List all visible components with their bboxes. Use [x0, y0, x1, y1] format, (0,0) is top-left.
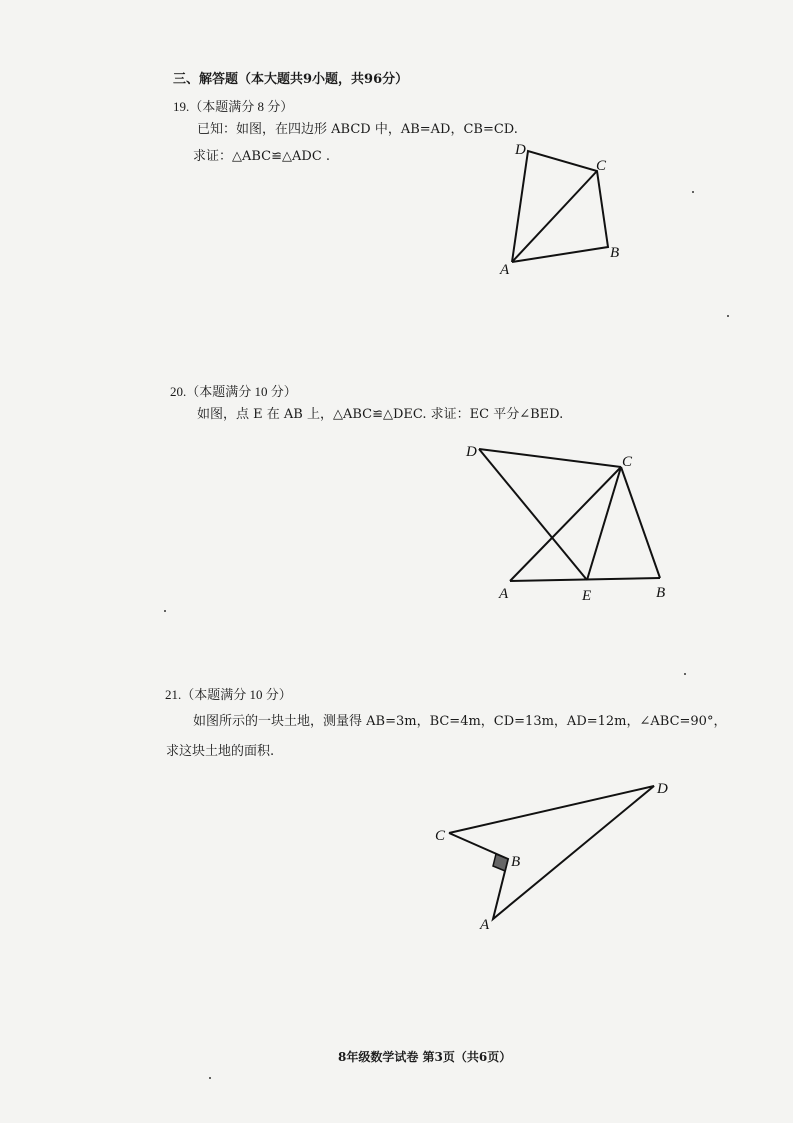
- q21-text-line1: 如图所示的一块土地，测量得 AB=3m，BC=4m，CD=13m，AD=12m，∠ABC=90°，: [193, 714, 727, 729]
- q20-seg-bc: [621, 467, 660, 578]
- scan-speck: [164, 610, 166, 612]
- q21-label-b: B: [511, 854, 521, 870]
- q21-label-d: D: [657, 781, 668, 797]
- q20-seg-de: [479, 449, 587, 580]
- figure-q20: [479, 449, 660, 581]
- q19-label-b: B: [610, 245, 620, 261]
- q19-prove: 求证：△ABC≌△ADC .: [193, 149, 331, 164]
- q20-label-d: D: [466, 444, 477, 460]
- q21-text-line2: 求这块土地的面积.: [166, 744, 275, 759]
- section-heading: 三、解答题（本大题共9小题，共96分）: [173, 72, 409, 87]
- scan-speck: [209, 1077, 211, 1079]
- scan-speck: [727, 315, 729, 317]
- q20-label-a: A: [499, 586, 509, 602]
- q19-label-c: C: [596, 158, 607, 174]
- q20-text: 如图，点 E 在 AB 上，△ABC≌△DEC. 求证：EC 平分∠BED.: [197, 407, 564, 422]
- q20-label-c: C: [622, 454, 633, 470]
- scan-speck: [684, 673, 686, 675]
- q20-label-e: E: [582, 588, 592, 604]
- q19-given: 已知：如图，在四边形 ABCD 中，AB=AD，CB=CD.: [197, 122, 518, 137]
- q21-label-c: C: [435, 828, 446, 844]
- q21-number: 21.（本题满分 10 分）: [165, 687, 292, 702]
- q19-number: 19.（本题满分 8 分）: [173, 99, 294, 114]
- q20-number: 20.（本题满分 10 分）: [170, 384, 297, 399]
- q21-right-angle-marker: [493, 854, 508, 871]
- q19-label-d: D: [515, 142, 526, 158]
- figure-q19: [512, 151, 608, 262]
- q20-seg-dc: [479, 449, 621, 467]
- scan-speck: [692, 191, 694, 193]
- q19-diagonal-ac: [512, 171, 597, 262]
- q21-label-a: A: [480, 917, 490, 933]
- q19-label-a: A: [500, 262, 510, 278]
- figure-q21: [449, 786, 654, 919]
- q20-label-b: B: [656, 585, 666, 601]
- page-footer: 8年级数学试卷 第3页（共6页）: [338, 1050, 512, 1064]
- q21-quadrilateral: [449, 786, 654, 919]
